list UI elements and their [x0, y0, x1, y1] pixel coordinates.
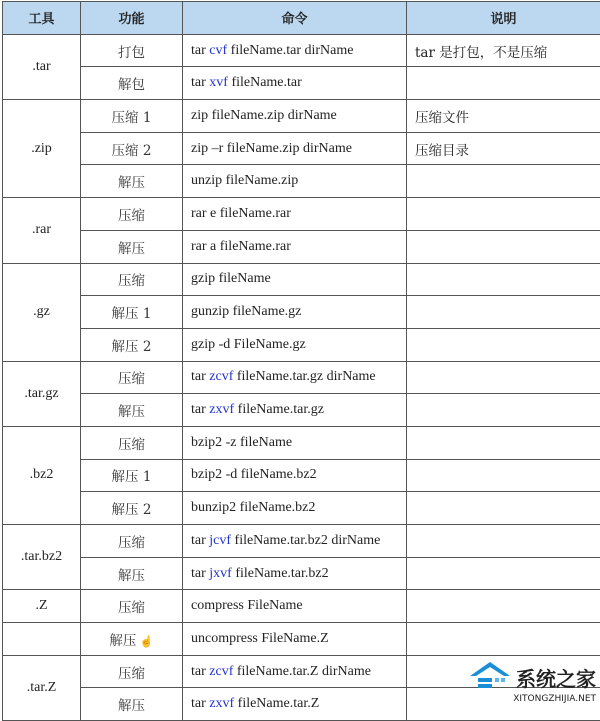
- command-text: bunzip2 fileName.bz2: [191, 500, 316, 516]
- function-label: 压缩: [118, 207, 145, 224]
- function-label: 解压 1: [111, 469, 152, 486]
- column-header: 说明: [407, 2, 600, 35]
- tool-cell: .tar: [3, 34, 81, 99]
- note-cell: tar 是打包，不是压缩: [407, 34, 600, 67]
- note-cell: 压缩文件: [407, 100, 600, 133]
- function-cell: [81, 655, 183, 688]
- function-cell: [81, 688, 183, 721]
- note-cell: [407, 492, 600, 525]
- column-header: 命令: [183, 2, 407, 35]
- command-cell: [183, 34, 407, 67]
- command-text: uncompress FileName.Z: [191, 630, 329, 646]
- tool-cell: .tar.Z: [3, 655, 81, 720]
- function-label: 压缩 1: [111, 109, 152, 126]
- function-cell: [81, 67, 183, 100]
- note-cell: [407, 426, 600, 459]
- watermark-logo: [468, 660, 596, 694]
- command-cell: [183, 132, 407, 165]
- function-label: 解压 2: [111, 338, 152, 355]
- command-text: tar: [191, 663, 210, 679]
- command-text: tar: [191, 696, 210, 712]
- command-cell: [183, 328, 407, 361]
- note-cell: [407, 198, 600, 231]
- command-text: unzip fileName.zip: [191, 173, 299, 189]
- tool-cell: .gz: [3, 263, 81, 361]
- table-row: [3, 100, 600, 133]
- table-row: [3, 590, 600, 623]
- command-text: fileName.tar.Z dirName: [233, 663, 371, 679]
- column-header: 工具: [3, 2, 81, 35]
- command-cell: [183, 165, 407, 198]
- function-label: 压缩: [118, 534, 145, 551]
- command-text: tar: [191, 75, 210, 91]
- table-row: [3, 492, 600, 525]
- command-text: fileName.tar.gz dirName: [233, 369, 376, 385]
- command-text: tar: [191, 369, 210, 385]
- function-label: 解压: [118, 404, 145, 421]
- function-cell: [81, 165, 183, 198]
- tool-cell: .bz2: [3, 426, 81, 524]
- command-text: zip fileName.zip dirName: [191, 107, 337, 123]
- command-text: rar a fileName.rar: [191, 238, 291, 254]
- table-row: [3, 263, 600, 296]
- function-cell: [81, 394, 183, 427]
- command-option: zcvf: [209, 369, 234, 385]
- function-cell: [81, 198, 183, 231]
- tool-cell: .tar.gz: [3, 361, 81, 426]
- table-row: [3, 132, 600, 165]
- function-cell: [81, 34, 183, 67]
- command-cell: [183, 394, 407, 427]
- command-text: fileName.tar dirName: [227, 42, 354, 58]
- table-row: [3, 230, 600, 263]
- function-cell: [81, 492, 183, 525]
- command-cell: [183, 296, 407, 329]
- command-text: gunzip fileName.gz: [191, 304, 302, 320]
- command-cell: [183, 655, 407, 688]
- function-cell: [81, 525, 183, 558]
- function-cell: [81, 230, 183, 263]
- table-row: [3, 328, 600, 361]
- command-option: jxvf: [209, 565, 232, 581]
- table-row: [3, 525, 600, 558]
- command-text: tar: [191, 565, 210, 581]
- command-text: fileName.tar.Z: [234, 696, 320, 712]
- command-option: zxvf: [209, 402, 235, 418]
- function-label: 打包: [118, 44, 145, 61]
- command-cell: [183, 100, 407, 133]
- function-cell: [81, 361, 183, 394]
- table-row: [3, 394, 600, 427]
- function-label: 解压: [118, 698, 145, 715]
- command-cell: [183, 426, 407, 459]
- command-text: tar: [191, 532, 210, 548]
- table-row: [3, 165, 600, 198]
- note-cell: [407, 328, 600, 361]
- note-cell: [407, 296, 600, 329]
- function-label: 压缩: [118, 273, 145, 290]
- command-cell: [183, 198, 407, 231]
- note-cell: [407, 263, 600, 296]
- function-label: 解压 2: [111, 502, 152, 519]
- function-label: 压缩 2: [111, 142, 152, 159]
- function-label: 解压: [118, 240, 145, 257]
- function-label: 压缩: [118, 371, 145, 388]
- function-label: 压缩: [118, 600, 145, 617]
- function-cell: [81, 623, 183, 656]
- command-cell: [183, 623, 407, 656]
- command-text: bzip2 -z fileName: [191, 434, 293, 450]
- command-text: compress FileName: [191, 598, 303, 614]
- function-label: 压缩: [118, 436, 145, 453]
- table-row: [3, 361, 600, 394]
- house-icon: [468, 660, 512, 694]
- function-cell: [81, 426, 183, 459]
- command-cell: [183, 361, 407, 394]
- function-cell: [81, 557, 183, 590]
- command-option: cvf: [209, 42, 228, 58]
- table-row: [3, 426, 600, 459]
- hand-cursor-icon: ☝: [136, 634, 154, 648]
- function-cell: [81, 590, 183, 623]
- command-table: [2, 1, 600, 721]
- function-label: 解包: [118, 77, 145, 94]
- function-cell: [81, 132, 183, 165]
- command-text: tar: [191, 402, 210, 418]
- command-text: zip –r fileName.zip dirName: [191, 140, 352, 156]
- command-text: fileName.tar.bz2: [231, 565, 329, 581]
- command-text: fileName.tar.bz2 dirName: [231, 532, 381, 548]
- function-cell: [81, 459, 183, 492]
- command-text: gzip fileName: [191, 271, 271, 287]
- command-option: xvf: [209, 75, 228, 91]
- function-label: 压缩: [118, 665, 145, 682]
- function-cell: [81, 100, 183, 133]
- function-cell: [81, 263, 183, 296]
- command-cell: [183, 590, 407, 623]
- column-header: 功能: [81, 2, 183, 35]
- command-cell: [183, 492, 407, 525]
- command-text: rar e fileName.rar: [191, 205, 291, 221]
- function-label: 解压 1: [111, 306, 152, 323]
- command-cell: [183, 557, 407, 590]
- command-cell: [183, 263, 407, 296]
- tool-cell: .tar.bz2: [3, 525, 81, 590]
- command-text: gzip -d FileName.gz: [191, 336, 306, 352]
- command-text: tar: [191, 42, 210, 58]
- command-cell: [183, 67, 407, 100]
- note-cell: [407, 230, 600, 263]
- table-row: [3, 623, 600, 656]
- command-cell: [183, 230, 407, 263]
- command-option: zcvf: [209, 663, 234, 679]
- note-cell: [407, 557, 600, 590]
- command-cell: [183, 525, 407, 558]
- note-cell: [407, 361, 600, 394]
- table-row: [3, 557, 600, 590]
- function-label: 解压: [118, 567, 145, 584]
- command-text: fileName.tar.gz: [234, 402, 324, 418]
- note-cell: [407, 459, 600, 492]
- note-cell: [407, 590, 600, 623]
- note-cell: [407, 394, 600, 427]
- table-row: [3, 296, 600, 329]
- command-cell: [183, 459, 407, 492]
- note-cell: [407, 165, 600, 198]
- table-row: [3, 67, 600, 100]
- command-text: bzip2 -d fileName.bz2: [191, 467, 317, 483]
- function-cell: [81, 296, 183, 329]
- note-cell: [407, 525, 600, 558]
- tool-cell: .Z: [3, 590, 81, 623]
- watermark-text: 系统之家: [516, 666, 596, 691]
- tool-cell: .zip: [3, 100, 81, 198]
- command-option: jcvf: [209, 532, 232, 548]
- watermark-url: XITONGZHIJIA.NET: [513, 694, 596, 704]
- note-cell: 压缩目录: [407, 132, 600, 165]
- function-label: 解压: [109, 632, 137, 649]
- tool-cell: .rar: [3, 198, 81, 263]
- table-row: [3, 459, 600, 492]
- function-label: 解压: [118, 175, 145, 192]
- tool-cell: [3, 623, 81, 656]
- command-option: zxvf: [209, 696, 235, 712]
- table-row: [3, 198, 600, 231]
- command-cell: [183, 688, 407, 721]
- note-cell: [407, 623, 600, 656]
- table-row: [3, 34, 600, 67]
- note-cell: [407, 67, 600, 100]
- function-cell: [81, 328, 183, 361]
- command-text: fileName.tar: [227, 75, 302, 91]
